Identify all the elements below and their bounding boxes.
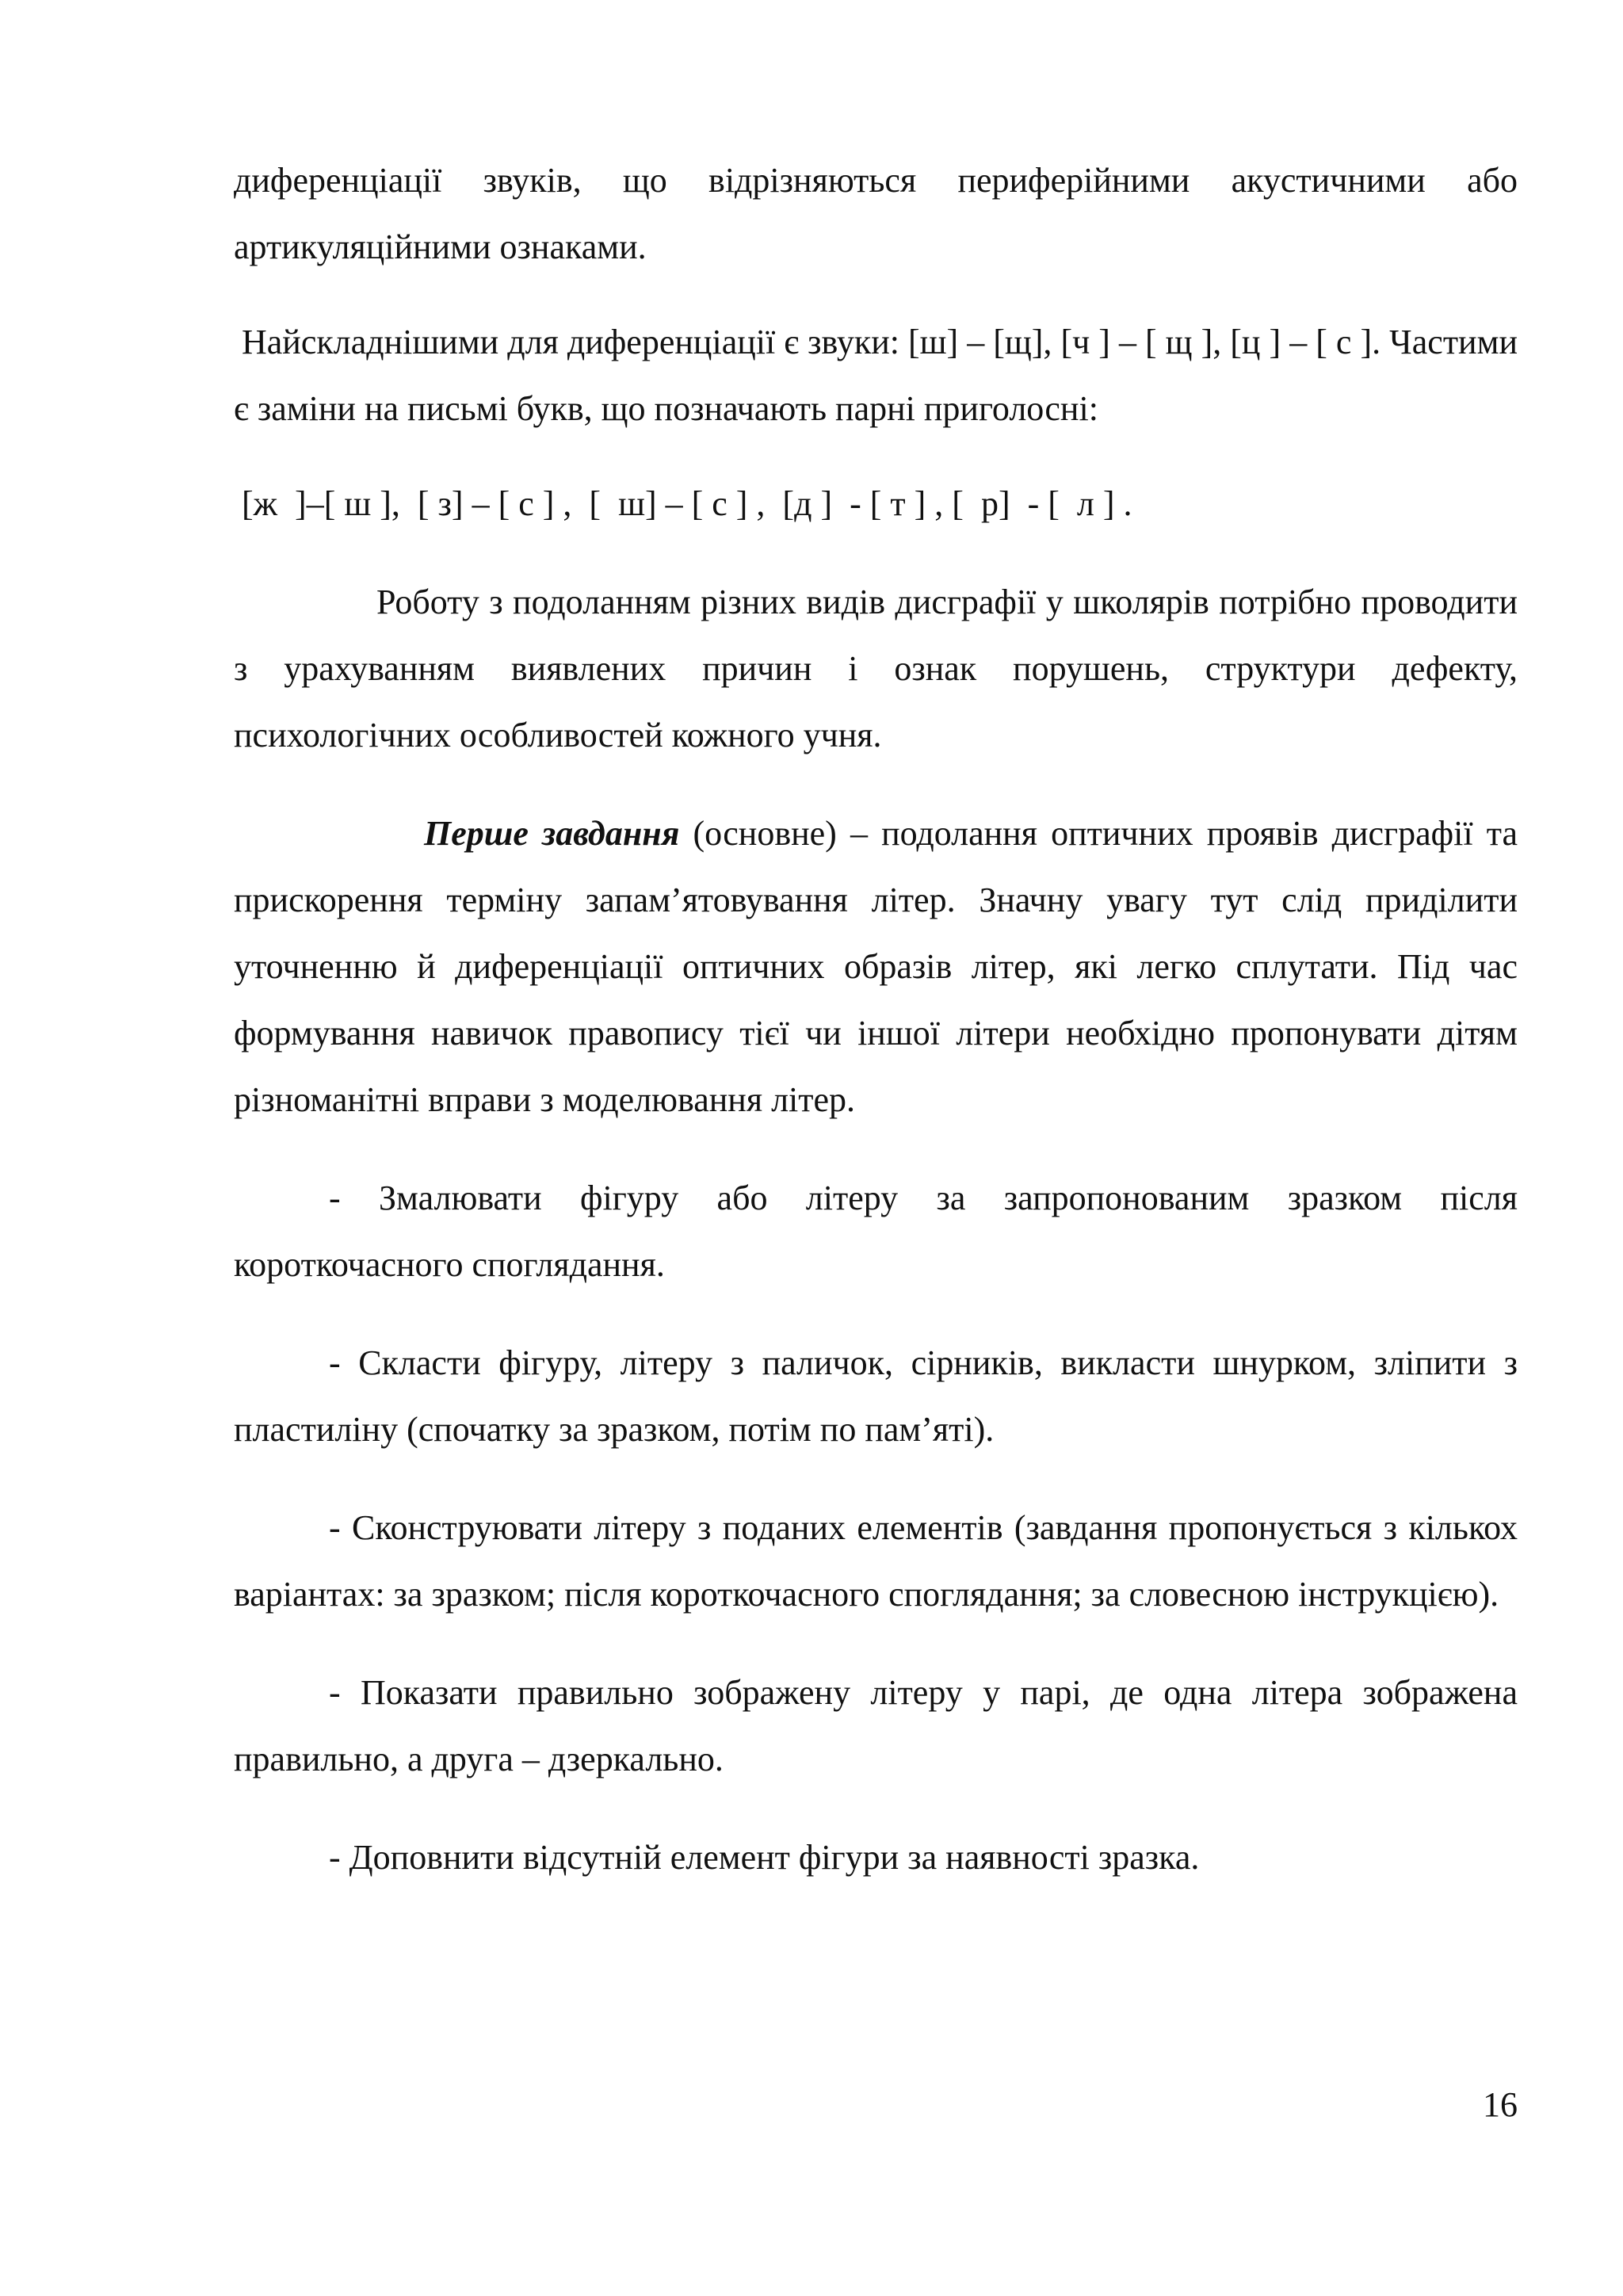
list-item-complete-figure: - Доповнити відсутній елемент фігури за наявності зразка. xyxy=(329,1838,1200,1877)
first-task-text: (основне) – подолання оптичних проявів дисграфії та прискорення терміну запам’ятовування літер. Значну увагу тут слід приділити уточненню й диференціації оптичних образів літер, які легко сплутати. Під час формування навичок правопису тієї чи іншої літери необхідно пропонувати дітям різноманітні вправи з моделювання літер. xyxy=(234,814,1518,1119)
list-item-show-correct-letter: - Показати правильно зображену літеру у парі, де одна літера зображена правильно, а друга – дзеркально. xyxy=(234,1673,1518,1778)
list-item-compose-figure: - Скласти фігуру, літеру з паличок, сірників, викласти шнурком, зліпити з пластиліну (спочатку за зразком, потім по пам’яті). xyxy=(234,1343,1518,1449)
paragraph-dysgraphia-work: Роботу з подоланням різних видів дисграфії у школярів потрібно проводити з урахуванням виявлених причин і ознак порушень, структури дефекту, психологічних особливостей кожного учня. xyxy=(234,583,1518,755)
paragraph-first-task xyxy=(234,800,1518,1133)
paragraph-sound-differentiation: диференціації звуків, що відрізняються периферійними акустичними або артикуляційними ознаками. xyxy=(234,161,1518,266)
list-item-draw-figure: - Змалювати фігуру або літеру за запропонованим зразком після короткочасного споглядання. xyxy=(234,1179,1518,1284)
list-item-construct-letter: - Сконструювати літеру з поданих елементів (завдання пропонується з кількох варіантах: за зразком; після короткочасного споглядання; за словесною інструкцією). xyxy=(234,1508,1518,1614)
paragraph-difficult-sounds: Найскладнішими для диференціації є звуки: [ш] – [щ], [ч ] – [ щ ], [ц ] – [ с ]. Частими є заміни на письмі букв, що позначають парні приголосні: xyxy=(234,323,1518,428)
first-task-heading: Перше завдання xyxy=(424,814,680,853)
paragraph-consonant-pairs: [ж ]–[ ш ], [ з] – [ с ] , [ ш] – [ с ] , [д ] - [ т ] , [ р] - [ л ] . xyxy=(242,484,1132,523)
page-number: 16 xyxy=(1483,2085,1518,2124)
page-body xyxy=(234,147,1518,1891)
